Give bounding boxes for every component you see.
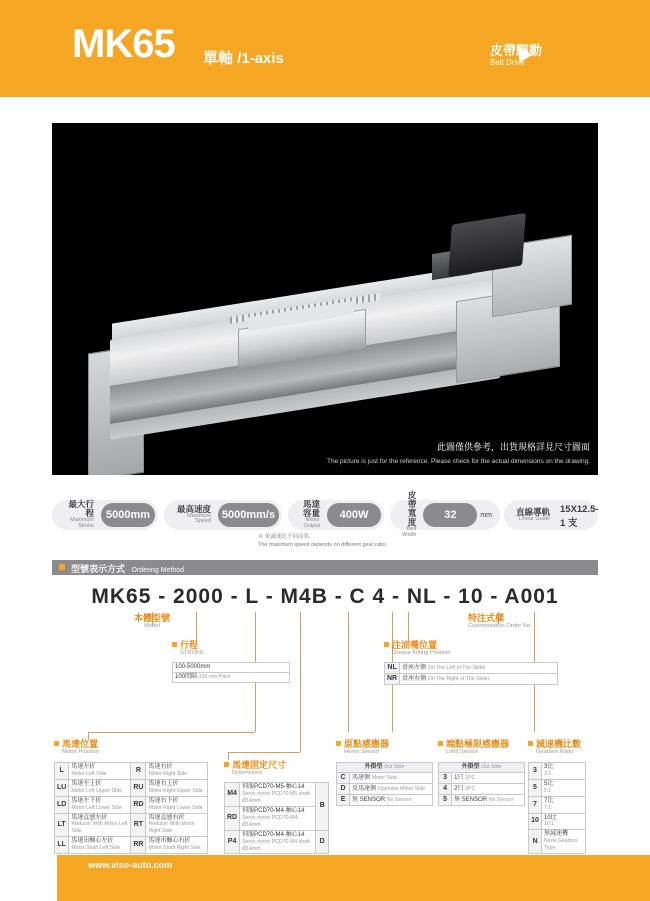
footer-corner-block [0, 855, 57, 901]
spec-cn: 最大行程 [68, 499, 94, 519]
spec-pill-max-speed [164, 500, 282, 530]
leader-line-dimensions [300, 612, 301, 752]
spec-pill-motor-output [288, 500, 384, 530]
table-row: 7 7比 7:1 [529, 796, 586, 813]
limit-sensor-table [438, 762, 525, 806]
axis-label-en: /1-axis [237, 50, 284, 67]
footer-website-url: www.viso-auto.com [88, 860, 173, 870]
header-left-block [0, 0, 57, 97]
table-row: E 無 SENSOR No Sensor [337, 795, 433, 806]
table-row [385, 663, 558, 674]
callout-home-en: Home Sensor [344, 749, 380, 756]
bullet-square-icon [528, 741, 533, 746]
table-row [439, 763, 525, 773]
callout-limit-cn: 端點極限感應器 [446, 739, 510, 749]
table-row [173, 663, 290, 673]
leader-line-motorpos-h [88, 732, 255, 733]
spec-label-max-speed [164, 505, 218, 525]
section-title-text [71, 562, 184, 575]
callout-motor-position [54, 739, 234, 756]
spec-en: Maximum Stroke [70, 517, 94, 529]
spec-cn: 最高速度 [176, 503, 211, 514]
callout-stroke [172, 640, 282, 657]
callout-dimensions [224, 760, 344, 777]
table-row [385, 674, 558, 685]
spec-pill-row [52, 490, 599, 548]
leader-line-home [348, 612, 349, 732]
drive-type [490, 44, 620, 68]
callout-motorpos-cn: 馬達位置 [62, 739, 99, 749]
leader-line-grease [408, 612, 409, 642]
callout-model [102, 613, 202, 630]
photo-note-cn: 此圖僅供參考，出貨規格詳見尺寸圖面 [436, 442, 590, 452]
limit-sensor-col-header: 外掛型 Out Side [439, 763, 525, 773]
callout-gearbox-cn: 減速機比數 [536, 739, 582, 749]
section-title-en: Ordering Method [131, 567, 185, 574]
dimensions-side-key: B [316, 783, 329, 831]
callout-motorpos-en: Motor Position [62, 749, 100, 756]
photo-note-en: The picture is just for the reference. Please check for the actual dimensions on the drawing. [326, 458, 590, 465]
motor-position-table [54, 762, 208, 854]
callout-stroke-en: STROKE [180, 650, 204, 657]
table-row: LD 馬達左下折 Motor Left Lower Side RD 馬達右下折 Motor Right Lower Side [55, 796, 208, 813]
stroke-table-body [172, 662, 290, 683]
callout-dimensions-en: Dimensions [232, 770, 263, 777]
callout-grease [384, 640, 564, 657]
spec-cn: 直線導軌 [516, 506, 551, 517]
table-row: L 馬達左折 Motor Left Side R 馬達右折 Motor Right Side [55, 763, 208, 780]
product-photo [52, 123, 598, 475]
product-illustration [52, 123, 598, 475]
spec-value-max-stroke: 5000mm [101, 503, 155, 527]
grease-key: NR [385, 674, 400, 685]
spec-value-belt-width: 32 [423, 503, 477, 527]
spec-cn: 皮帶寬度 [407, 490, 417, 528]
drive-type-en: Belt Drive [490, 58, 525, 68]
grease-value: 滑座左側 On The Left of The Slider [400, 663, 558, 674]
spec-footnote-en: The maximum speed depends on different gear ratio. [258, 541, 388, 548]
table-row: LT 馬達直感左折 Reducer With Motor Left Side RT 馬達直感右折 Reducer With Motor Right Side [55, 813, 208, 837]
grease-table [384, 662, 558, 685]
spec-label-max-stroke [52, 500, 101, 529]
stroke-table [172, 662, 290, 683]
axis-subtitle [203, 47, 284, 68]
callout-model-en: Model [144, 623, 160, 630]
callout-grease-cn: 注油嘴位置 [392, 640, 438, 650]
table-row: P4 伺服PCD70-M4-軸心14 Servo motor PCD70 M4 shaft Ø14mm D [225, 830, 329, 854]
table-row: 4 2只 2PC [439, 784, 525, 795]
callout-customization [468, 613, 628, 630]
spec-en: Maximum Speed [187, 512, 211, 525]
spec-unit-belt-width: mm [480, 511, 492, 519]
axis-label-cn: 單軸 [203, 50, 234, 67]
table-row: M4 伺服PCD70-M5-軸心14 Servo motor PCD70 M5 shaft Ø14mm B [225, 783, 329, 807]
spec-pill-max-stroke [52, 500, 158, 530]
bullet-square-icon [438, 741, 443, 746]
spec-footnote [258, 534, 498, 550]
callout-custom-cn: 特注式樣 [468, 613, 505, 623]
table-row: LL 馬達出軸心左折 Motor Shaft Left Side RR 馬達出軸心右折 Motor Shaft Right Side [55, 837, 208, 854]
bullet-square-icon [59, 564, 65, 570]
table-row: D 反馬達側 Opposite Motor Side [337, 784, 433, 795]
bullet-square-icon [384, 642, 389, 647]
leader-line-dimensions-h [228, 752, 300, 753]
callout-limit-en: Limit Sensor [446, 749, 479, 756]
spec-en: Motor Output [303, 517, 320, 529]
stroke-range: 100-5000mm [173, 663, 290, 673]
drive-type-cn: 皮帶驅動 [490, 43, 543, 58]
spec-en: Belt Width [402, 526, 417, 538]
spec-label-belt-width [390, 491, 423, 538]
spec-label-linear-guide [504, 508, 557, 523]
table-row: 5 無 SENSOR No Sensor [439, 795, 525, 806]
table-row: LU 馬達左上折 Motor Left Upper Side RU 馬達右上折 Motor Right Upper Side [55, 779, 208, 796]
callout-home-cn: 原點感應器 [344, 739, 390, 749]
stroke-pitch: 100間隔 100 mm Pitch [173, 672, 290, 682]
bullet-square-icon [172, 642, 177, 647]
callout-grease-en: Grease Fitting Position [392, 650, 451, 657]
section-title-cn: 型號表示方式 [71, 564, 126, 574]
table-row: N 無減速機 None Gearbox Type [529, 830, 586, 854]
callout-stroke-cn: 行程 [180, 640, 199, 650]
table-row: 3 1只 1PC [439, 772, 525, 783]
table-row: 5 5比 5:1 [529, 779, 586, 796]
bullet-square-icon [224, 762, 229, 767]
callout-model-cn: 本體型號 [133, 613, 170, 623]
table-row [337, 763, 433, 773]
table-row: 10 10比 10:1 [529, 813, 586, 830]
spec-footnote-cn: ※ 依減速比不同而異。 [258, 534, 315, 540]
callout-dimensions-cn: 馬達固定尺寸 [232, 760, 287, 770]
table-row: RD 伺服PCD70-M4-軸心14 Servo motor PCD70-M4-Ø14mm [225, 806, 329, 830]
gearbox-table [528, 762, 611, 869]
grease-value: 滑座右側 On The Right of The Slider [400, 674, 558, 685]
grease-key: NL [385, 663, 400, 674]
table-row [173, 672, 290, 682]
table-row: C 馬達側 Motor Side [337, 772, 433, 783]
spec-en: Linear Guide [518, 515, 551, 522]
spec-value-max-speed: 5000mm/s [218, 503, 279, 527]
table-row: 3 3比 3:1 [529, 763, 586, 780]
bullet-square-icon [336, 741, 341, 746]
home-sensor-col-header: 外掛型 Out Side [337, 763, 433, 773]
home-sensor-table [336, 762, 433, 806]
callout-gearbox-en: Gearbox Ratio [536, 749, 574, 756]
dimensions-side-key: D [316, 830, 329, 854]
spec-value-motor-output: 400W [327, 503, 381, 527]
dimensions-table [224, 782, 329, 863]
spec-cn: 馬達容量 [302, 499, 320, 519]
page-header [0, 0, 650, 97]
ordering-code: MK65 - 2000 - L - M4B - C 4 - NL - 10 - A001 [91, 585, 559, 608]
spec-label-motor-output [288, 500, 327, 529]
section-header-ordering [52, 560, 598, 575]
callout-gearbox [528, 739, 648, 756]
page-title: MK65 [72, 22, 175, 66]
spec-pill-belt-width [390, 490, 500, 538]
spec-value-linear-guide: 15X12.5-1 支 [560, 504, 599, 529]
callout-custom-en: Customization Order No. [468, 623, 532, 630]
bullet-square-icon [54, 741, 59, 746]
